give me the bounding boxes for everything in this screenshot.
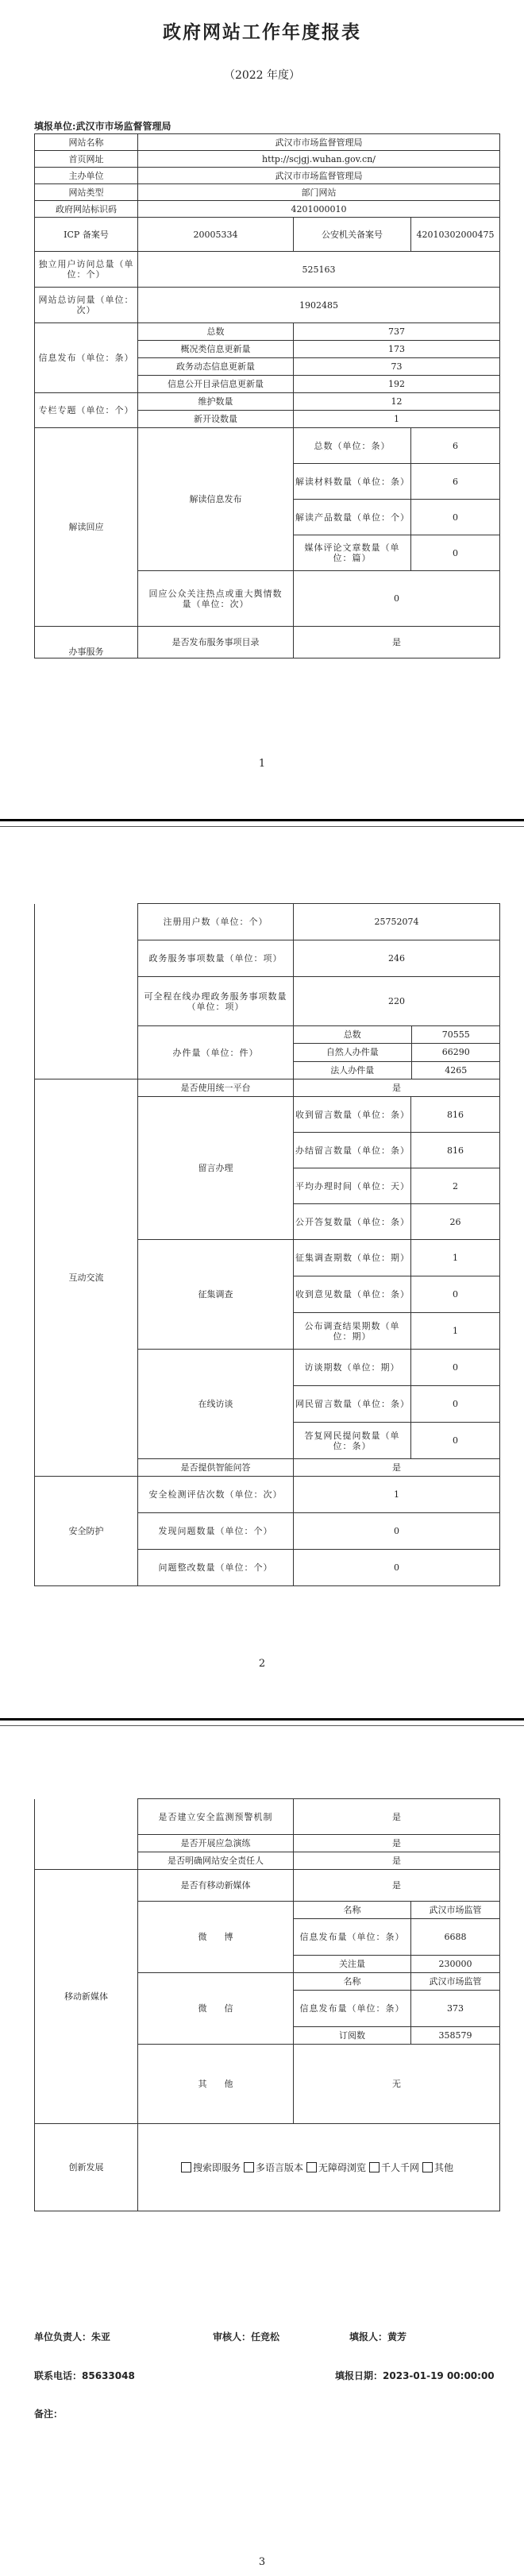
handle-breakdown-table: [294, 1026, 500, 1079]
online-items-value: 220: [294, 977, 500, 1026]
other-media-value: 无: [294, 2045, 500, 2124]
homepage-label: 首页网址: [35, 151, 138, 168]
msg-days-label: 平均办理时间（单位：天）: [294, 1168, 411, 1204]
report-year: （2022 年度）: [223, 69, 301, 82]
msg-received-label: 收到留言数量（单位：条）: [294, 1097, 411, 1133]
checkbox-icon[interactable]: [369, 2162, 380, 2172]
page-separator: [0, 1718, 524, 1721]
police-record-label: 公安机关备案号: [294, 218, 411, 252]
phone-field: 联系电话：85633048: [34, 2370, 135, 2381]
visits-label: 网站总访问量（单位：次）: [35, 288, 138, 323]
survey-opinions-value: 0: [411, 1276, 500, 1313]
interpret-media-value: 0: [411, 535, 500, 571]
report-table-page-2: [34, 903, 500, 1586]
mobile-has-value: 是: [294, 1870, 500, 1902]
info-overview-label: 概况类信息更新量: [138, 341, 294, 358]
talk-periods-label: 访谈期数（单位：期）: [294, 1350, 411, 1386]
other-media-label: 其 他: [138, 2045, 294, 2124]
service-publish-value: 是: [294, 627, 500, 658]
owner-value: 是: [294, 1852, 500, 1870]
weibo-label: 微 博: [138, 1902, 294, 1973]
service-group: 办事服务: [35, 627, 138, 658]
leader-value: 朱亚: [91, 2331, 111, 2342]
survey-group: 征集调查: [138, 1240, 294, 1350]
info-release-group: 信息发布（单位：条）: [35, 323, 138, 393]
innovation-option[interactable]: 多语言版本: [244, 2162, 303, 2173]
survey-results-label: 公布调查结果期数（单位：期）: [294, 1313, 411, 1350]
date-value: 2023-01-19 00:00:00: [383, 2370, 495, 2381]
mobile-has-label: 是否有移动新媒体: [138, 1870, 294, 1902]
host-unit-label: 主办单位: [35, 168, 138, 184]
site-name-value: 武汉市市场监督管理局: [138, 134, 500, 151]
filler-value: 黄芳: [387, 2331, 407, 2342]
security-found-value: 0: [294, 1513, 500, 1550]
innovation-option[interactable]: 搜索即服务: [181, 2162, 241, 2173]
reviewer-field: 审核人：任竞松: [213, 2331, 280, 2342]
survey-results-value: 1: [411, 1313, 500, 1350]
wechat-name-value: 武汉市场监管: [411, 1973, 500, 1991]
checkbox-icon[interactable]: [306, 2162, 317, 2172]
info-dynamic-label: 政务动态信息更新量: [138, 358, 294, 376]
owner-label: 是否明确网站安全责任人: [138, 1852, 294, 1870]
checkbox-icon[interactable]: [244, 2162, 254, 2172]
survey-opinions-label: 收到意见数量（单位：条）: [294, 1276, 411, 1313]
msg-public-label: 公开答复数量（单位：条）: [294, 1204, 411, 1240]
police-record-value: 42010302000475: [411, 218, 500, 252]
interpret-total-value: 6: [411, 428, 500, 464]
wechat-subs-label: 订阅数: [294, 2027, 411, 2045]
interpret-group: 解读回应: [35, 428, 138, 627]
weibo-publish-value: 6688: [411, 1919, 500, 1956]
drill-label: 是否开展应急演练: [138, 1835, 294, 1852]
date-field: 填报日期：2023-01-19 00:00:00: [335, 2370, 495, 2381]
security-group: 安全防护: [35, 1477, 138, 1586]
wechat-label: 微 信: [138, 1973, 294, 2045]
monitor-label: 是否建立安全监测预警机制: [138, 1799, 294, 1835]
wechat-publish-value: 373: [411, 1991, 500, 2027]
phone-value: 85633048: [82, 2370, 135, 2381]
site-type-label: 网站类型: [35, 184, 138, 201]
online-items-label: 可全程在线办理政务服务事项数量（单位：项）: [138, 977, 294, 1026]
weibo-name-label: 名称: [294, 1902, 411, 1919]
unified-label: 是否使用统一平台: [138, 1079, 294, 1097]
innovation-group: 创新发展: [35, 2124, 138, 2211]
visits-value: 1902485: [138, 288, 500, 323]
talk-answers-label: 答复网民提问数量（单位：条）: [294, 1423, 411, 1459]
homepage-value: http://scjgj.wuhan.gov.cn/: [138, 151, 500, 168]
interpret-material-value: 6: [411, 464, 500, 500]
special-column-group: 专栏专题（单位：个）: [35, 393, 138, 428]
weibo-publish-label: 信息发布量（单位：条）: [294, 1919, 411, 1956]
security-tests-value: 1: [294, 1477, 500, 1513]
info-catalog-value: 192: [294, 376, 500, 393]
weibo-name-value: 武汉市场监管: [411, 1902, 500, 1919]
wechat-publish-label: 信息发布量（单位：条）: [294, 1991, 411, 2027]
innovation-options: [138, 2124, 500, 2211]
page-separator-thin: [0, 1725, 524, 1726]
page-number-2: 2: [258, 1658, 266, 1670]
icp-label: ICP 备案号: [35, 218, 138, 252]
report-table-page-1: [34, 133, 500, 658]
mobile-group: 移动新媒体: [35, 1870, 138, 2124]
service-items-label: 政务服务事项数量（单位：项）: [138, 940, 294, 977]
filling-unit-value: 武汉市市场监督管理局: [75, 121, 171, 132]
msg-days-value: 2: [411, 1168, 500, 1204]
icp-value: 20005334: [138, 218, 294, 252]
handle-legal-value: 4265: [445, 1064, 468, 1076]
info-dynamic-value: 73: [294, 358, 500, 376]
survey-periods-value: 1: [411, 1240, 500, 1276]
interpret-sub: 解读信息发布: [138, 428, 294, 571]
info-catalog-label: 信息公开目录信息更新量: [138, 376, 294, 393]
survey-periods-label: 征集调查期数（单位：期）: [294, 1240, 411, 1276]
site-name-label: 网站名称: [35, 134, 138, 151]
security-tests-label: 安全检测评估次数（单位：次）: [138, 1477, 294, 1513]
talk-group: 在线访谈: [138, 1350, 294, 1459]
reg-users-label: 注册用户数（单位：个）: [138, 904, 294, 940]
interpret-product-label: 解读产品数量（单位：个）: [294, 500, 411, 535]
special-new-value: 1: [294, 411, 500, 428]
msg-public-value: 26: [411, 1204, 500, 1240]
page-number-3: 3: [258, 2556, 266, 2568]
security-continued: [35, 1799, 138, 1870]
wechat-name-label: 名称: [294, 1973, 411, 1991]
note-field: 备注：: [34, 2408, 64, 2420]
weibo-fans-label: 关注量: [294, 1956, 411, 1973]
interpret-product-value: 0: [411, 500, 500, 535]
leader-field: 单位负责人：朱亚: [34, 2331, 111, 2342]
site-type-value: 部门网站: [138, 184, 500, 201]
special-maintain-label: 维护数量: [138, 393, 294, 411]
page-title: 政府网站工作年度报表: [163, 21, 361, 43]
talk-questions-value: 0: [411, 1386, 500, 1423]
filling-unit-label: 填报单位:: [34, 121, 76, 132]
filler-field: 填报人：黄芳: [349, 2331, 407, 2342]
report-table-page-3: [34, 1798, 500, 2211]
reviewer-value: 任竞松: [251, 2331, 280, 2342]
page-number-1: 1: [258, 758, 266, 770]
talk-questions-label: 网民留言数量（单位：条）: [294, 1386, 411, 1423]
handle-total-label: 总数: [294, 1026, 411, 1044]
service-publish-label: 是否发布服务事项目录: [138, 627, 294, 658]
info-overview-value: 173: [294, 341, 500, 358]
handle-label: 办件量（单位：件）: [172, 1047, 259, 1058]
service-items-value: 246: [294, 940, 500, 977]
security-fixed-label: 问题整改数量（单位：个）: [138, 1550, 294, 1586]
unified-value: 是: [294, 1079, 500, 1097]
info-total-label: 总数: [138, 323, 294, 341]
interpret-total-label: 总数（单位：条）: [294, 428, 411, 464]
weibo-fans-value: 230000: [411, 1956, 500, 1973]
talk-periods-value: 0: [411, 1350, 500, 1386]
handle-legal-label: 法人办件量: [294, 1061, 411, 1079]
handle-breakdown: [294, 1026, 500, 1079]
visitors-value: 525163: [138, 252, 500, 288]
reg-users-value: 25752074: [294, 904, 500, 940]
msg-group: 留言办理: [138, 1097, 294, 1240]
talk-answers-value: 0: [411, 1423, 500, 1459]
handle-person-label: 自然人办件量: [294, 1044, 411, 1061]
handle-total-value: 70555: [411, 1026, 500, 1044]
checkbox-icon[interactable]: [181, 2162, 191, 2172]
host-unit-value: 武汉市市场监督管理局: [138, 168, 500, 184]
response-label: 回应公众关注热点或重大舆情数量（单位：次）: [138, 571, 294, 627]
site-code-value: 4201000010: [138, 201, 500, 218]
security-found-label: 发现问题数量（单位：个）: [138, 1513, 294, 1550]
special-maintain-value: 12: [294, 393, 500, 411]
smart-qa-label: 是否提供智能问答: [138, 1459, 294, 1477]
smart-qa-value: 是: [294, 1459, 500, 1477]
drill-value: 是: [294, 1835, 500, 1852]
page-separator-thin: [0, 826, 524, 827]
interpret-media-label: 媒体评论文章数量（单位：篇）: [294, 535, 411, 571]
handle-person-value: 66290: [411, 1044, 500, 1061]
service-continued: [35, 904, 138, 1079]
wechat-subs-value: 358579: [411, 2027, 500, 2045]
filling-unit: [34, 119, 171, 133]
security-fixed-value: 0: [294, 1550, 500, 1586]
site-code-label: 政府网站标识码: [35, 201, 138, 218]
special-new-label: 新开设数量: [138, 411, 294, 428]
handle-group: [138, 1026, 294, 1079]
innovation-option[interactable]: 其他: [422, 2162, 453, 2173]
info-total-value: 737: [294, 323, 500, 341]
response-value: 0: [294, 571, 500, 627]
innovation-option[interactable]: 千人千网: [369, 2162, 419, 2173]
page-separator: [0, 819, 524, 821]
msg-received-value: 816: [411, 1097, 500, 1133]
monitor-value: 是: [294, 1799, 500, 1835]
innovation-option[interactable]: 无障碍浏览: [306, 2162, 366, 2173]
msg-done-label: 办结留言数量（单位：条）: [294, 1133, 411, 1168]
interact-group: 互动交流: [35, 1079, 138, 1477]
msg-done-value: 816: [411, 1133, 500, 1168]
interpret-material-label: 解读材料数量（单位：条）: [294, 464, 411, 500]
checkbox-icon[interactable]: [422, 2162, 433, 2172]
visitors-label: 独立用户访问总量（单位：个）: [35, 252, 138, 288]
